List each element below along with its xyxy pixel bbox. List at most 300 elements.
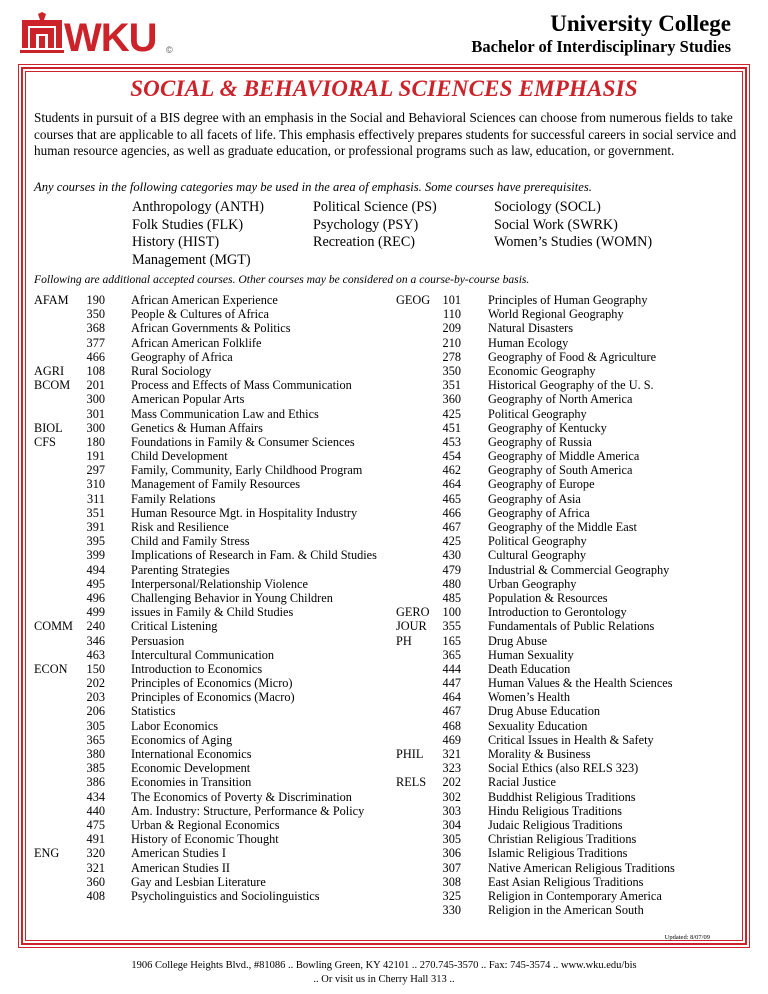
- course-title: Women’s Health: [488, 690, 570, 705]
- course-title: Geography of the Middle East: [488, 520, 637, 534]
- course-title: Critical Listening: [131, 619, 218, 634]
- course-number: 408: [86, 888, 105, 903]
- course-row: [396, 662, 741, 676]
- course-row: [34, 378, 384, 392]
- course-dept: GERO: [396, 605, 430, 620]
- course-number: 399: [86, 548, 105, 563]
- course-title: Human Values & the Health Sciences: [488, 676, 673, 691]
- course-title: Sexuality Education: [488, 718, 588, 733]
- course-number: 430: [442, 548, 461, 563]
- course-number: 301: [86, 406, 105, 421]
- course-title: Geography of Kentucky: [488, 420, 607, 435]
- course-title: Human Resource Mgt. in Hospitality Industry: [131, 505, 358, 520]
- course-row: [396, 605, 741, 619]
- course-title: Christian Religious Traditions: [488, 832, 637, 847]
- course-row: [396, 350, 741, 364]
- course-title: Historical Geography of the U. S.: [488, 378, 654, 393]
- course-number: 464: [442, 477, 461, 492]
- red-towel-icon: [20, 12, 64, 60]
- course-row: [396, 690, 741, 704]
- course-row: [34, 690, 384, 704]
- course-row: [396, 719, 741, 733]
- course-title: Natural Disasters: [488, 321, 574, 336]
- course-number: 465: [442, 491, 461, 506]
- course-number: 321: [86, 860, 105, 875]
- course-row: [34, 775, 384, 789]
- course-row: [396, 704, 741, 718]
- course-number: 463: [86, 647, 105, 662]
- course-row: [396, 392, 741, 406]
- course-number: 351: [86, 505, 105, 520]
- course-number: 464: [442, 690, 461, 705]
- course-row: [396, 818, 741, 832]
- course-number: 101: [442, 293, 461, 307]
- course-title: Principles of Economics (Micro): [131, 676, 293, 691]
- course-title: Persuasion: [131, 633, 185, 648]
- course-title: Human Sexuality: [488, 647, 574, 662]
- course-number: 447: [442, 676, 461, 691]
- page-header: [0, 0, 768, 64]
- course-number: 180: [86, 434, 105, 449]
- course-number: 468: [442, 718, 461, 733]
- course-number: 150: [86, 661, 105, 676]
- course-row: [396, 889, 741, 903]
- course-row: [34, 364, 384, 378]
- category-item: Political Science (PS): [313, 199, 437, 215]
- course-row: [34, 875, 384, 889]
- wku-logo: [20, 12, 190, 60]
- course-dept: AGRI: [34, 363, 65, 378]
- course-number: 475: [86, 817, 105, 832]
- course-title: Introduction to Economics: [131, 661, 263, 676]
- course-row: [34, 407, 384, 421]
- header-title: University College: [550, 11, 731, 36]
- course-title: Child and Family Stress: [131, 534, 250, 549]
- course-row: [396, 676, 741, 690]
- course-title: Social Ethics (also RELS 323): [488, 761, 639, 776]
- course-title: World Regional Geography: [488, 307, 624, 322]
- course-row: [34, 336, 384, 350]
- course-row: [34, 449, 384, 463]
- header-subtitle: Bachelor of Interdisciplinary Studies: [471, 37, 731, 56]
- course-title: History of Economic Thought: [131, 832, 279, 847]
- footer-location: .. Or visit us in Cherry Hall 313 ..: [313, 973, 455, 985]
- course-number: 491: [86, 832, 105, 847]
- course-number: 453: [442, 434, 461, 449]
- course-title: Geography of Food & Agriculture: [488, 349, 657, 364]
- category-item: History (HIST): [132, 234, 220, 251]
- course-row: [34, 704, 384, 718]
- course-number: 209: [442, 321, 461, 336]
- course-row: [34, 662, 384, 676]
- course-row: [34, 563, 384, 577]
- course-title: Labor Economics: [131, 718, 219, 733]
- category-item: Folk Studies (FLK): [132, 216, 244, 233]
- course-row: [34, 761, 384, 775]
- course-number: 351: [442, 378, 461, 393]
- course-row: [34, 477, 384, 491]
- course-number: 360: [442, 392, 461, 407]
- course-number: 306: [442, 846, 461, 861]
- course-row: [396, 577, 741, 591]
- course-number: 165: [442, 633, 461, 648]
- course-title: Family, Community, Early Childhood Program: [131, 463, 363, 478]
- course-number: 303: [442, 803, 461, 818]
- course-number: 485: [442, 590, 461, 605]
- course-title: Implications of Research in Fam. & Child Studies: [131, 548, 377, 563]
- course-row: [34, 591, 384, 605]
- course-number: 451: [442, 420, 461, 435]
- course-number: 323: [442, 761, 461, 776]
- course-title: Economic Development: [131, 761, 251, 776]
- course-row: [396, 492, 741, 506]
- category-column-3: [494, 199, 652, 252]
- course-number: 202: [86, 676, 105, 691]
- course-number: 100: [442, 605, 461, 620]
- course-number: 240: [86, 619, 105, 634]
- course-row: [396, 634, 741, 648]
- emphasis-title: SOCIAL & BEHAVIORAL SCIENCES EMPHASIS: [130, 76, 638, 101]
- course-row: [34, 421, 384, 435]
- course-number: 278: [442, 349, 461, 364]
- course-row: [34, 293, 384, 307]
- course-number: 310: [86, 477, 105, 492]
- course-row: [34, 719, 384, 733]
- course-row: [34, 548, 384, 562]
- course-number: 434: [86, 789, 105, 804]
- course-dept: PH: [396, 633, 412, 648]
- category-item: Women’s Studies (WOMN): [494, 234, 653, 251]
- course-number: 191: [86, 449, 105, 464]
- course-title: Mass Communication Law and Ethics: [131, 406, 319, 421]
- course-title: Family Relations: [131, 491, 216, 506]
- course-title: Interpersonal/Relationship Violence: [131, 576, 308, 591]
- course-number: 469: [442, 732, 461, 747]
- course-row: [34, 605, 384, 619]
- course-title: African American Folklife: [131, 335, 262, 350]
- course-number: 330: [442, 903, 461, 918]
- course-title: African Governments & Politics: [131, 321, 291, 336]
- course-row: [34, 676, 384, 690]
- course-number: 377: [86, 335, 105, 350]
- category-item: Management (MGT): [132, 251, 251, 268]
- course-number: 425: [442, 534, 461, 549]
- course-title: issues in Family & Child Studies: [131, 605, 294, 620]
- course-row: [34, 350, 384, 364]
- course-number: 202: [442, 775, 461, 790]
- course-title: Am. Industry: Structure, Performance & Policy: [131, 803, 365, 818]
- course-row: [34, 648, 384, 662]
- course-number: 495: [86, 576, 105, 591]
- course-number: 462: [442, 463, 461, 478]
- course-row: [396, 861, 741, 875]
- course-row: [34, 577, 384, 591]
- course-row: [396, 364, 741, 378]
- course-dept: PHIL: [396, 747, 424, 761]
- course-dept: ECON: [34, 661, 68, 676]
- course-row: [396, 733, 741, 747]
- course-number: 350: [442, 363, 461, 378]
- course-number: 466: [442, 505, 461, 520]
- course-title: Drug Abuse: [488, 633, 548, 648]
- course-dept: AFAM: [34, 293, 69, 307]
- course-number: 300: [86, 392, 105, 407]
- course-title: Death Education: [488, 661, 571, 676]
- logo-text: WKU: [64, 16, 157, 60]
- course-title: Native American Religious Traditions: [488, 860, 675, 875]
- course-title: Religion in Contemporary America: [488, 888, 662, 903]
- course-row: [396, 619, 741, 633]
- course-number: 496: [86, 590, 105, 605]
- course-number: 380: [86, 747, 105, 761]
- course-number: 350: [86, 307, 105, 322]
- course-row: [396, 449, 741, 463]
- course-number: 440: [86, 803, 105, 818]
- course-row: [34, 818, 384, 832]
- additional-courses-note: Following are additional accepted courses. Other courses may be considered on a course-by-course basis.: [34, 273, 530, 286]
- course-row: [396, 846, 741, 860]
- course-number: 300: [86, 420, 105, 435]
- course-number: 311: [87, 491, 105, 506]
- course-number: 206: [86, 704, 105, 719]
- course-number: 494: [86, 562, 105, 577]
- course-dept: RELS: [396, 775, 427, 790]
- course-number: 480: [442, 576, 461, 591]
- course-row: [34, 846, 384, 860]
- course-title: Geography of Africa: [131, 349, 233, 364]
- category-item: Psychology (PSY): [313, 216, 419, 233]
- course-dept: BCOM: [34, 378, 71, 393]
- course-row: [396, 648, 741, 662]
- course-number: 454: [442, 449, 461, 464]
- course-row: [396, 790, 741, 804]
- course-row: [396, 506, 741, 520]
- course-title: Risk and Resilience: [131, 520, 229, 534]
- updated-date: Updated: 8/07/09: [664, 934, 710, 941]
- course-number: 190: [86, 293, 105, 307]
- course-row: [34, 392, 384, 406]
- course-title: Hindu Religious Traditions: [488, 803, 622, 818]
- course-row: [396, 421, 741, 435]
- course-row: [34, 861, 384, 875]
- course-title: Geography of Russia: [488, 434, 592, 449]
- course-title: Geography of Middle America: [488, 449, 640, 464]
- course-row: [34, 747, 384, 761]
- course-title: Industrial & Commercial Geography: [488, 562, 670, 577]
- course-title: Process and Effects of Mass Communication: [131, 378, 352, 393]
- course-number: 297: [86, 463, 105, 478]
- course-title: Drug Abuse Education: [488, 704, 601, 719]
- course-number: 305: [86, 718, 105, 733]
- course-number: 368: [86, 321, 105, 336]
- course-title: Judaic Religious Traditions: [488, 817, 623, 832]
- course-number: 360: [86, 874, 105, 889]
- course-title: Human Ecology: [488, 335, 569, 350]
- course-row: [396, 832, 741, 846]
- course-title: American Studies I: [131, 846, 226, 861]
- category-item: Anthropology (ANTH): [132, 199, 265, 215]
- course-number: 425: [442, 406, 461, 421]
- course-number: 201: [86, 378, 105, 393]
- course-title: Racial Justice: [488, 775, 556, 790]
- course-row: [396, 563, 741, 577]
- course-number: 467: [442, 704, 461, 719]
- course-title: Genetics & Human Affairs: [131, 420, 263, 435]
- course-number: 395: [86, 534, 105, 549]
- course-title: Parenting Strategies: [131, 562, 230, 577]
- course-number: 365: [86, 732, 105, 747]
- course-number: 391: [86, 520, 105, 534]
- category-item: Recreation (REC): [313, 234, 416, 251]
- course-row: [34, 804, 384, 818]
- course-number: 385: [86, 761, 105, 776]
- course-row: [396, 761, 741, 775]
- course-row: [34, 634, 384, 648]
- course-title: Management of Family Resources: [131, 477, 301, 492]
- course-row: [34, 463, 384, 477]
- course-title: American Studies II: [131, 860, 231, 875]
- course-dept: BIOL: [34, 420, 63, 435]
- course-title: Principles of Economics (Macro): [131, 690, 295, 705]
- course-row: [396, 520, 741, 534]
- course-number: 346: [86, 633, 105, 648]
- course-row: [34, 520, 384, 534]
- course-row: [34, 889, 384, 903]
- intro-paragraph: Students in pursuit of a BIS degree with an emphasis in the Social and Behavioral Sciences can choose from numerous fields to take courses that are applicable to all facets of life. This emphasis effectively prepares students for successful careers in social service and human resource agencies, as well as graduate education, or professional programs such as law, education, or government.: [34, 110, 737, 159]
- course-title: Gay and Lesbian Literature: [131, 874, 266, 889]
- course-number: 467: [442, 520, 461, 534]
- logo-mark: ©: [166, 45, 173, 55]
- course-title: Population & Resources: [488, 590, 608, 605]
- course-row: [396, 307, 741, 321]
- course-row: [396, 534, 741, 548]
- right-course-list: [396, 293, 741, 917]
- course-number: 110: [443, 307, 461, 322]
- course-dept: CFS: [34, 434, 56, 449]
- course-row: [34, 492, 384, 506]
- course-title: Intercultural Communication: [131, 647, 275, 662]
- course-row: [34, 619, 384, 633]
- course-row: [34, 534, 384, 548]
- course-row: [34, 506, 384, 520]
- category-item: Sociology (SOCL): [494, 199, 601, 215]
- course-title: Geography of Asia: [488, 491, 581, 506]
- course-title: Islamic Religious Traditions: [488, 846, 628, 861]
- left-course-list: [34, 293, 384, 903]
- course-title: Foundations in Family & Consumer Sciences: [131, 434, 355, 449]
- course-row: [396, 477, 741, 491]
- course-title: Critical Issues in Health & Safety: [488, 732, 654, 747]
- course-row: [396, 463, 741, 477]
- course-row: [396, 775, 741, 789]
- course-title: Economics of Aging: [131, 732, 233, 747]
- course-title: Buddhist Religious Traditions: [488, 789, 636, 804]
- course-title: Morality & Business: [488, 747, 591, 761]
- course-row: [396, 747, 741, 761]
- course-title: Geography of North America: [488, 392, 633, 407]
- course-row: [396, 378, 741, 392]
- course-number: 466: [86, 349, 105, 364]
- course-number: 365: [442, 647, 461, 662]
- any-courses-note: Any courses in the following categories may be used in the area of emphasis. Some courses have prerequisites.: [34, 180, 592, 194]
- course-title: Cultural Geography: [488, 548, 587, 563]
- course-title: Principles of Human Geography: [488, 293, 648, 307]
- course-row: [34, 790, 384, 804]
- course-row: [34, 435, 384, 449]
- category-item: Social Work (SWRK): [494, 216, 618, 233]
- course-row: [396, 293, 741, 307]
- course-number: 320: [86, 846, 105, 861]
- course-number: 444: [442, 661, 461, 676]
- course-number: 203: [86, 690, 105, 705]
- course-title: African American Experience: [131, 293, 278, 307]
- course-row: [396, 435, 741, 449]
- course-title: Political Geography: [488, 534, 587, 549]
- course-row: [34, 307, 384, 321]
- course-number: 479: [442, 562, 461, 577]
- course-row: [396, 903, 741, 917]
- course-title: Rural Sociology: [131, 363, 212, 378]
- course-number: 210: [442, 335, 461, 350]
- course-title: Economic Geography: [488, 363, 596, 378]
- course-row: [396, 804, 741, 818]
- course-row: [34, 321, 384, 335]
- category-column-1: [132, 199, 264, 269]
- course-title: Religion in the American South: [488, 903, 644, 918]
- course-title: Geography of South America: [488, 463, 633, 478]
- course-number: 355: [442, 619, 461, 634]
- course-row: [396, 321, 741, 335]
- course-title: Geography of Europe: [488, 477, 595, 492]
- course-number: 302: [442, 789, 461, 804]
- course-title: People & Cultures of Africa: [131, 307, 269, 322]
- course-number: 325: [442, 888, 461, 903]
- course-title: Challenging Behavior in Young Children: [131, 590, 333, 605]
- course-title: Child Development: [131, 449, 228, 464]
- course-number: 386: [86, 775, 105, 790]
- course-number: 499: [86, 605, 105, 620]
- course-title: International Economics: [131, 747, 252, 761]
- category-column-2: [313, 199, 437, 252]
- course-dept: JOUR: [396, 619, 427, 634]
- course-number: 305: [442, 832, 461, 847]
- course-title: Economies in Transition: [131, 775, 252, 790]
- course-dept: COMM: [34, 619, 73, 634]
- course-row: [396, 336, 741, 350]
- course-title: Urban Geography: [488, 576, 577, 591]
- course-dept: ENG: [34, 846, 60, 861]
- course-number: 307: [442, 860, 461, 875]
- course-title: East Asian Religious Traditions: [488, 874, 644, 889]
- course-title: Psycholinguistics and Sociolinguistics: [131, 888, 320, 903]
- course-number: 321: [442, 747, 461, 761]
- course-row: [396, 407, 741, 421]
- course-dept: GEOG: [396, 293, 431, 307]
- course-row: [34, 832, 384, 846]
- course-number: 308: [442, 874, 461, 889]
- course-row: [396, 548, 741, 562]
- course-title: Urban & Regional Economics: [131, 817, 280, 832]
- course-title: Geography of Africa: [488, 505, 590, 520]
- course-title: The Economics of Poverty & Discrimination: [131, 789, 352, 804]
- course-title: Introduction to Gerontology: [488, 605, 627, 620]
- course-number: 108: [86, 363, 105, 378]
- course-number: 304: [442, 817, 461, 832]
- course-row: [396, 875, 741, 889]
- course-row: [34, 733, 384, 747]
- course-title: Political Geography: [488, 406, 587, 421]
- course-title: Statistics: [131, 704, 176, 719]
